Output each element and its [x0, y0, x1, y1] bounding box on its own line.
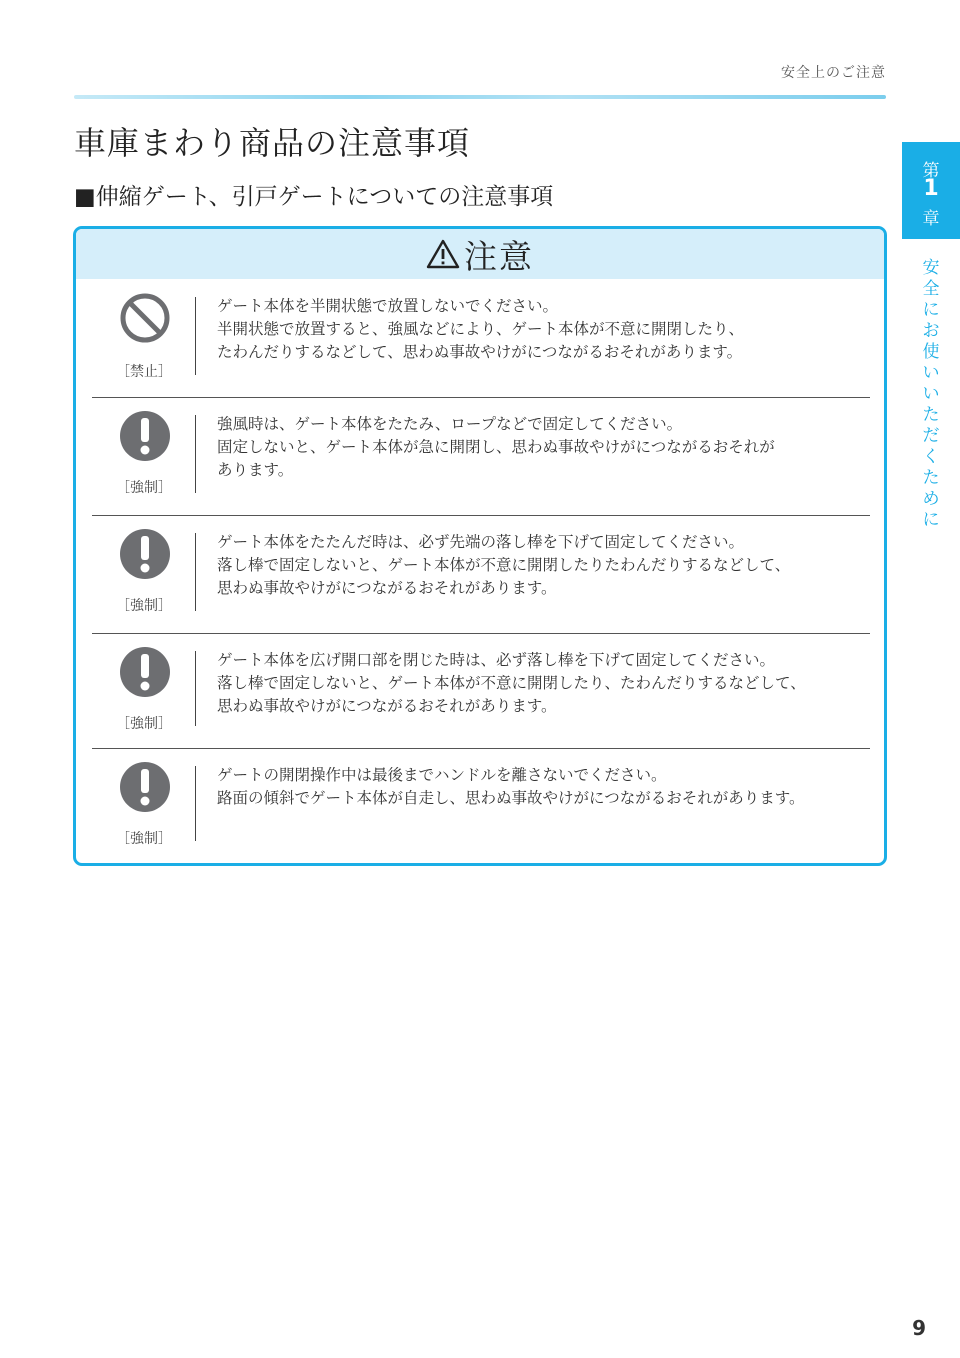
symbol-label: ［強制］ [116, 480, 172, 496]
caution-text [217, 295, 867, 364]
caution-text-line: 半開状態で放置すると、強風などにより、ゲート本体が不意に開閉したり、 [217, 320, 745, 338]
chapter-number: 1 [923, 176, 939, 201]
caution-text [217, 649, 867, 718]
divider-line [195, 533, 196, 611]
header-rule [74, 95, 886, 99]
page-title: 車庫まわり商品の注意事項 [74, 124, 471, 162]
caution-text [217, 531, 867, 600]
caution-item [92, 748, 870, 863]
caution-text-line: 固定しないと、ゲート本体が急に開閉し、思わぬ事故やけがにつながるおそれが [217, 438, 775, 456]
prohibited-icon [118, 291, 172, 345]
chapter-tab [902, 142, 960, 239]
caution-text-line: 強風時は、ゲート本体をたたみ、ロープなどで固定してください。 [217, 415, 683, 433]
divider-line [195, 297, 196, 375]
chapter-title: 安全にお使いいただくために [922, 258, 940, 530]
mandatory-icon [118, 527, 172, 581]
section-title: ■伸縮ゲート、引戸ゲートについての注意事項 [74, 184, 554, 210]
caution-text-line: ゲート本体をたたんだ時は、必ず先端の落し棒を下げて固定してください。 [217, 533, 745, 551]
header-section-label: 安全上のご注意 [781, 65, 886, 81]
caution-text-line: ゲート本体を広げ開口部を閉じた時は、必ず落し棒を下げて固定してください。 [217, 651, 776, 669]
caution-text-line: 思わぬ事故やけがにつながるおそれがあります。 [217, 697, 557, 715]
page-number: 9 [912, 1316, 926, 1340]
caution-item [92, 279, 870, 398]
caution-title: 注意 [464, 236, 534, 276]
divider-line [195, 415, 196, 493]
caution-text-line: 落し棒で固定しないと、ゲート本体が不意に開閉したり、たわんだりするなどして、 [217, 674, 806, 692]
mandatory-icon [118, 645, 172, 699]
caution-header [76, 229, 884, 279]
mandatory-icon [118, 760, 172, 814]
symbol-label: ［強制］ [116, 598, 172, 614]
caution-item [92, 633, 870, 749]
caution-text-line: たわんだりするなどして、思わぬ事故やけがにつながるおそれがあります。 [217, 343, 743, 361]
chapter-suffix: 章 [922, 209, 940, 229]
caution-text-line: あります。 [217, 461, 294, 479]
caution-text-line: 落し棒で固定しないと、ゲート本体が不意に開閉したりたわんだりするなどして、 [217, 556, 791, 574]
chapter-prefix: 第 [922, 161, 940, 181]
divider-line [195, 651, 196, 726]
caution-box [73, 226, 887, 866]
divider-line [195, 766, 196, 841]
caution-text [217, 764, 867, 810]
caution-text-line: 思わぬ事故やけがにつながるおそれがあります。 [217, 579, 557, 597]
symbol-label: ［強制］ [116, 831, 172, 847]
caution-text-line: ゲートの開閉操作中は最後までハンドルを離さないでください。 [217, 766, 667, 784]
symbol-label: ［禁止］ [116, 364, 172, 380]
mandatory-icon [118, 409, 172, 463]
caution-text-line: 路面の傾斜でゲート本体が自走し、思わぬ事故やけがにつながるおそれがあります。 [217, 789, 805, 807]
caution-text [217, 413, 867, 482]
warning-triangle-icon [426, 239, 460, 269]
caution-text-line: ゲート本体を半開状態で放置しないでください。 [217, 297, 559, 315]
symbol-label: ［強制］ [116, 716, 172, 732]
caution-item [92, 515, 870, 634]
caution-item [92, 397, 870, 516]
